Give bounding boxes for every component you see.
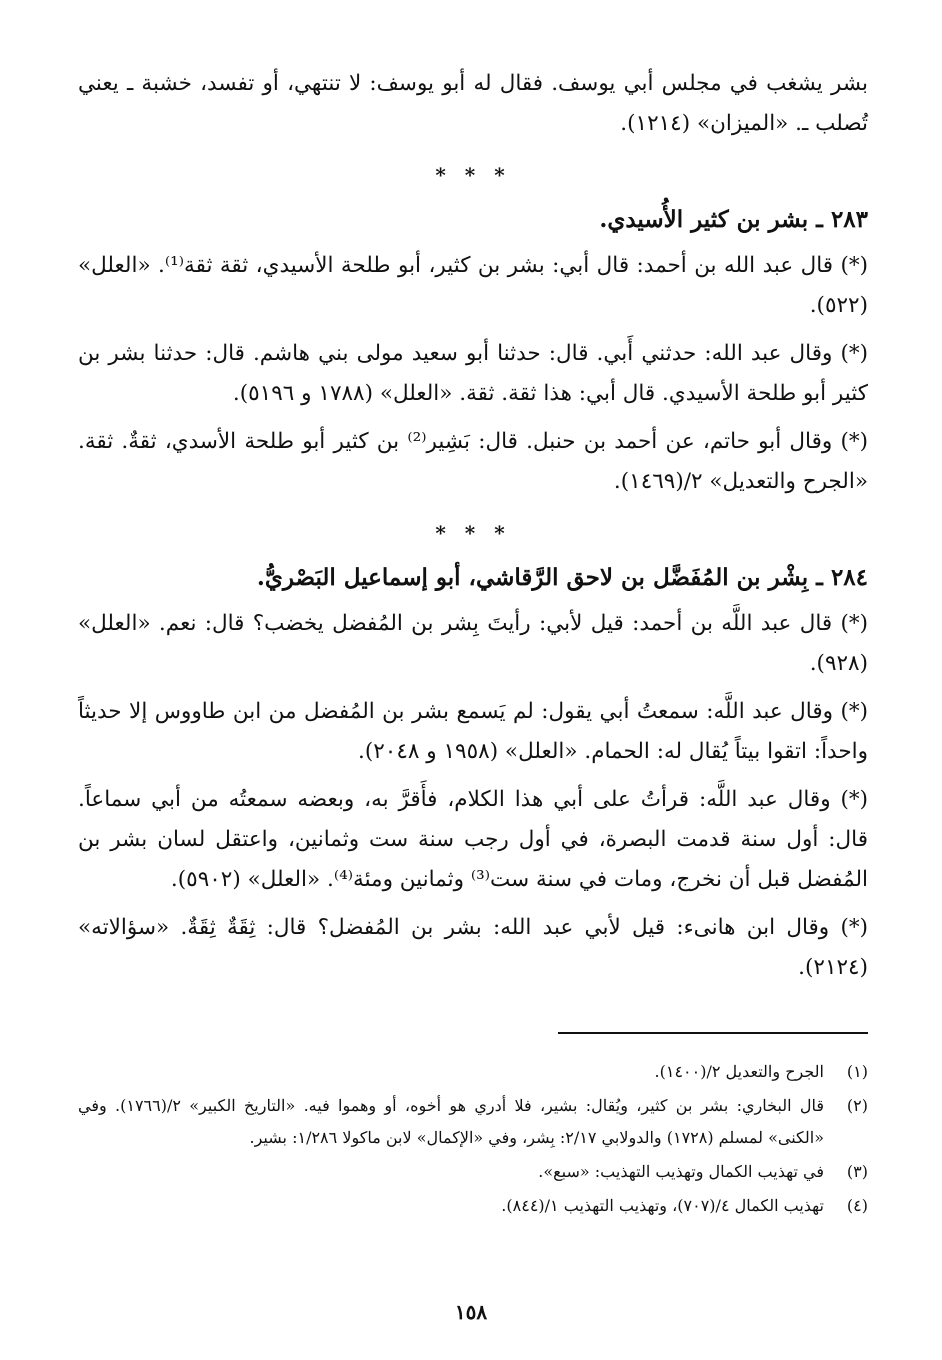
footnotes [78,1056,868,1222]
footnote-text: الجرح والتعديل ٢/(١٤٠٠). [654,1062,824,1081]
section-separator: * * * [435,163,511,187]
narration-paragraph: (*) وقال ابن هانىء: قيل لأبي عبد الله: بشر بن المُفضل؟ قال: ثِقَةٌ ثِقَةٌ. «سؤالاته» (٢١٢٤). [78,915,868,980]
footnote-text: في تهذيب الكمال وتهذيب التهذيب: «سبع». [538,1162,824,1181]
narration-paragraph: (*) وقال عبد الله: حدثني أَبي. قال: حدثنا أبو سعيد مولى بني هاشم. قال: حدثنا بشر بن كثير أبو طلحة الأسيدي. قال أبي: هذا ثقة. ثقة. «العلل» (١٧٨٨ و ٥١٩٦). [78,341,868,406]
footnote [78,1090,868,1154]
continued-paragraph: بشر يشغب في مجلس أبي يوسف. فقال له أبو يوسف: لا تنتهي، أو تفسد، خشبة ـ يعني تُصلب ـ. «الميزان» (١٢١٤). [78,71,868,136]
entry-283 [78,198,868,502]
narration-paragraph: (*) وقال عبد اللَّه: قرأتُ على أبي هذا الكلام، فأَقرَّ به، وبعضه سمعتُه من أبي سماعاً. قال: أول سنة قدمت البصرة، في أول رجب سنة ست وثمانين، واعتقل لسان بشر بن المُفضل قبل أن نخرج، ومات في سنة ست⁽³⁾ وثمانين ومئة⁽⁴⁾. «العلل» (٥٩٠٢). [78,787,868,892]
footnote-number: (٤) [846,1196,868,1215]
entry-284 [78,556,868,988]
footnote [78,1156,868,1188]
footnote-text: قال البخاري: بشر بن كثير، ويُقال: بشير، فلا أدري هو أخوه، أو وهموا فيه. «التاريخ الكبير» ٢/(١٧٦٦). وفي «الكنى» لمسلم (١٧٢٨) والدولابي ٢/١٧: بِشر، وفي «الإكمال» لابن ماكولا ١/٢٨٦: بشير. [78,1096,825,1147]
narration-paragraph: (*) قال عبد الله بن أحمد: قال أبي: بشر بن كثير، أبو طلحة الأسيدي، ثقة ثقة⁽¹⁾. «العلل» (٥٢٢). [78,253,868,318]
entry-heading: ٢٨٤ ـ بِشْر بن المُفَضَّل بن لاحق الرَّقاشي، أبو إسماعيل البَصْريُّ. [256,564,868,591]
footnote-number: (٣) [846,1162,868,1181]
footnote-number: (١) [846,1062,868,1081]
footnote [78,1056,868,1088]
footnote [78,1190,868,1222]
section-separator: * * * [435,521,511,545]
narration-paragraph: (*) وقال عبد اللَّه: سمعتُ أبي يقول: لم يَسمع بشر بن المُفضل من ابن طاووس إلا حديثاً واحداً: اتقوا بيتاً يُقال له: الحمام. «العلل» (١٩٥٨ و ٢٠٤٨). [78,699,868,764]
footnote-text: تهذيب الكمال ٤/(٧٠٧)، وتهذيب التهذيب ١/(٨٤٤). [501,1196,824,1215]
entry-heading: ٢٨٣ ـ بشر بن كثير الأُسيدي. [599,206,868,233]
footnote-number: (٢) [846,1096,868,1115]
narration-paragraph: (*) قال عبد اللَّه بن أحمد: قيل لأبي: رأيتَ بِشر بن المُفضل يخضب؟ قال: نعم. «العلل» (٩٢٨). [78,611,868,676]
footnote-divider [558,1032,868,1034]
narration-paragraph: (*) وقال أبو حاتم، عن أحمد بن حنبل. قال: بَشِير⁽²⁾ بن كثير أبو طلحة الأسدي، ثقةٌ. ثقة. «الجرح والتعديل» ٢/(١٤٦٩). [78,429,868,494]
page-number: ١٥٨ [454,1300,488,1324]
